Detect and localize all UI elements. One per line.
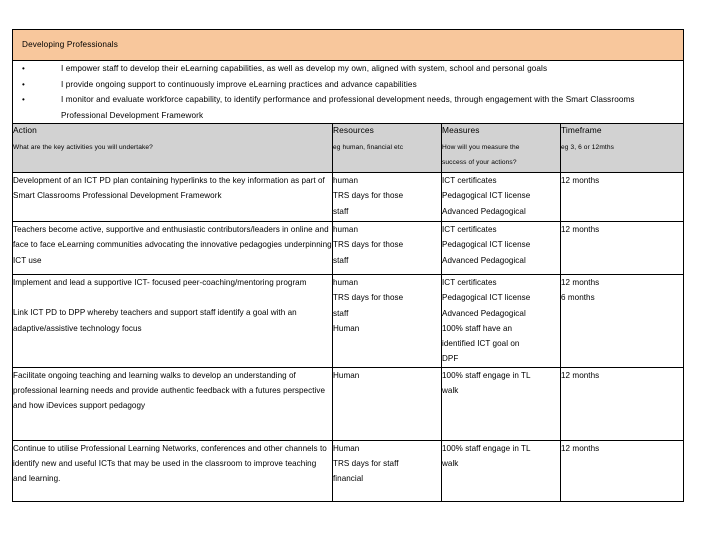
- cell-action: [13, 440, 333, 501]
- column-subtitle: [13, 137, 332, 155]
- cell-line: human: [333, 176, 358, 185]
- cell-line: TRS days for those: [333, 293, 404, 303]
- bullets-row: [13, 61, 684, 124]
- cell-timeframe: [561, 173, 684, 222]
- cell-paragraph: Facilitate ongoing teaching and learning walks to develop an understanding of professional learning needs and provide authentic feedback with a futures perspective and how iDevices support pedagogy: [13, 370, 326, 411]
- cell-measures: [442, 275, 561, 368]
- cell-paragraph: Link ICT PD to DPP whereby teachers and support staff identify a goal with an adaptive/assistive technology focus: [13, 308, 297, 333]
- cell-line: TRS days for staff: [333, 459, 399, 469]
- cell-measures: [442, 440, 561, 501]
- column-title: Timeframe: [561, 125, 602, 135]
- bullet-dot-icon: •: [22, 64, 25, 73]
- cell-line: walk: [442, 459, 459, 469]
- cell-line: Advanced Pedagogical: [442, 255, 526, 265]
- cell-line: Human: [333, 443, 360, 453]
- cell-line: Advanced Pedagogical: [442, 206, 526, 216]
- cell-resources: [333, 367, 442, 440]
- column-header-measures: [442, 124, 561, 173]
- cell-resources: [333, 275, 442, 368]
- cell-line: ICT certificates: [442, 278, 497, 287]
- column-subtitle: [333, 137, 441, 155]
- cell-paragraph: Development of an ICT PD plan containing hyperlinks to the key information as part of Smart Classrooms Professional Development Framework: [13, 176, 325, 201]
- cell-line: 6 months: [561, 293, 595, 303]
- banner-title: Developing Professionals: [22, 40, 118, 49]
- table-header-row: [13, 124, 684, 173]
- bullet-dot-icon: •: [22, 79, 25, 89]
- column-subtitle-line: eg 3, 6 or 12mths: [561, 144, 615, 151]
- column-subtitle-line: eg human, financial etc: [333, 144, 404, 151]
- column-subtitle-line: success of your actions?: [442, 159, 517, 166]
- cell-action: [13, 275, 333, 368]
- table-row: [13, 173, 684, 222]
- cell-timeframe: [561, 275, 684, 368]
- cell-line: Pedagogical ICT license: [442, 191, 531, 201]
- column-subtitle-line: What are the key activities you will undertake?: [13, 144, 153, 151]
- cell-line: identified ICT goal on: [442, 339, 520, 349]
- cell-line: 12 months: [561, 443, 600, 453]
- cell-resources: [333, 173, 442, 222]
- cell-line: Pedagogical ICT license: [442, 293, 531, 303]
- table-row: [13, 222, 684, 275]
- cell-line: human: [333, 225, 358, 234]
- cell-timeframe: [561, 222, 684, 275]
- cell-line: 12 months: [561, 370, 600, 380]
- cell-measures: [442, 173, 561, 222]
- column-subtitle: [442, 137, 560, 170]
- cell-line: 100% staff engage in TL: [442, 443, 531, 453]
- cell-line: ICT certificates: [442, 225, 497, 234]
- column-subtitle: [561, 137, 683, 155]
- cell-line: staff: [333, 206, 349, 216]
- cell-line: DPF: [442, 354, 459, 364]
- professional-development-plan-table: [12, 29, 684, 502]
- cell-line: human: [333, 278, 358, 287]
- cell-line: Human: [333, 323, 360, 333]
- table-row: [13, 367, 684, 440]
- cell-resources: [333, 440, 442, 501]
- cell-line: TRS days for those: [333, 191, 404, 201]
- cell-line: 100% staff engage in TL: [442, 370, 531, 380]
- cell-line: financial: [333, 474, 364, 484]
- column-title: Action: [13, 125, 37, 135]
- bullet-list: [13, 61, 683, 123]
- cell-line: ICT certificates: [442, 176, 497, 185]
- list-item: [13, 61, 683, 77]
- bullet-text: I provide ongoing support to continuously improve eLearning practices and advance capabilities: [61, 79, 417, 89]
- table-row: [13, 275, 684, 368]
- cell-timeframe: [561, 367, 684, 440]
- cell-paragraph: Teachers become active, supportive and enthusiastic contributors/leaders in online and face to face eLearning communities advocating the innovative pedagogies underpinning ICT use: [13, 225, 332, 265]
- cell-resources: [333, 222, 442, 275]
- list-item: [13, 77, 683, 93]
- cell-line: 100% staff have an: [442, 323, 513, 333]
- bullet-text: I monitor and evaluate workforce capability, to identify performance and professional development needs, through engagement with the Smart Classrooms Professional Development Framework: [61, 95, 635, 120]
- cell-action: [13, 222, 333, 275]
- cell-action: [13, 173, 333, 222]
- cell-paragraph: Continue to utilise Professional Learning Networks, conferences and other channels to identify new and useful ICTs that may be used in the classroom to improve teaching and learning.: [13, 443, 327, 484]
- column-header-timeframe: [561, 124, 684, 173]
- cell-line: walk: [442, 386, 459, 396]
- column-subtitle-line: How will you measure the: [442, 144, 520, 151]
- column-header-resources: [333, 124, 442, 173]
- cell-line: Pedagogical ICT license: [442, 240, 531, 250]
- cell-measures: [442, 367, 561, 440]
- table-row: [13, 440, 684, 501]
- cell-line: staff: [333, 308, 349, 318]
- cell-line: 12 months: [561, 278, 600, 287]
- banner-cell: [13, 30, 684, 61]
- bullets-cell: [13, 61, 684, 124]
- cell-line: 12 months: [561, 176, 600, 185]
- cell-paragraph: Implement and lead a supportive ICT- focused peer-coaching/mentoring program: [13, 278, 307, 287]
- bullet-text: I empower staff to develop their eLearning capabilities, as well as develop my own, aligned with system, school and personal goals: [61, 64, 548, 73]
- cell-line: Human: [333, 370, 360, 380]
- cell-line: Advanced Pedagogical: [442, 308, 526, 318]
- column-title: Measures: [442, 125, 480, 135]
- cell-line: staff: [333, 255, 349, 265]
- column-title: Resources: [333, 125, 374, 135]
- cell-timeframe: [561, 440, 684, 501]
- banner-row: [13, 30, 684, 61]
- list-item: [13, 92, 683, 123]
- column-header-action: [13, 124, 333, 173]
- bullet-dot-icon: •: [22, 95, 25, 104]
- cell-measures: [442, 222, 561, 275]
- cell-line: 12 months: [561, 225, 600, 234]
- cell-action: [13, 367, 333, 440]
- cell-line: TRS days for those: [333, 240, 404, 250]
